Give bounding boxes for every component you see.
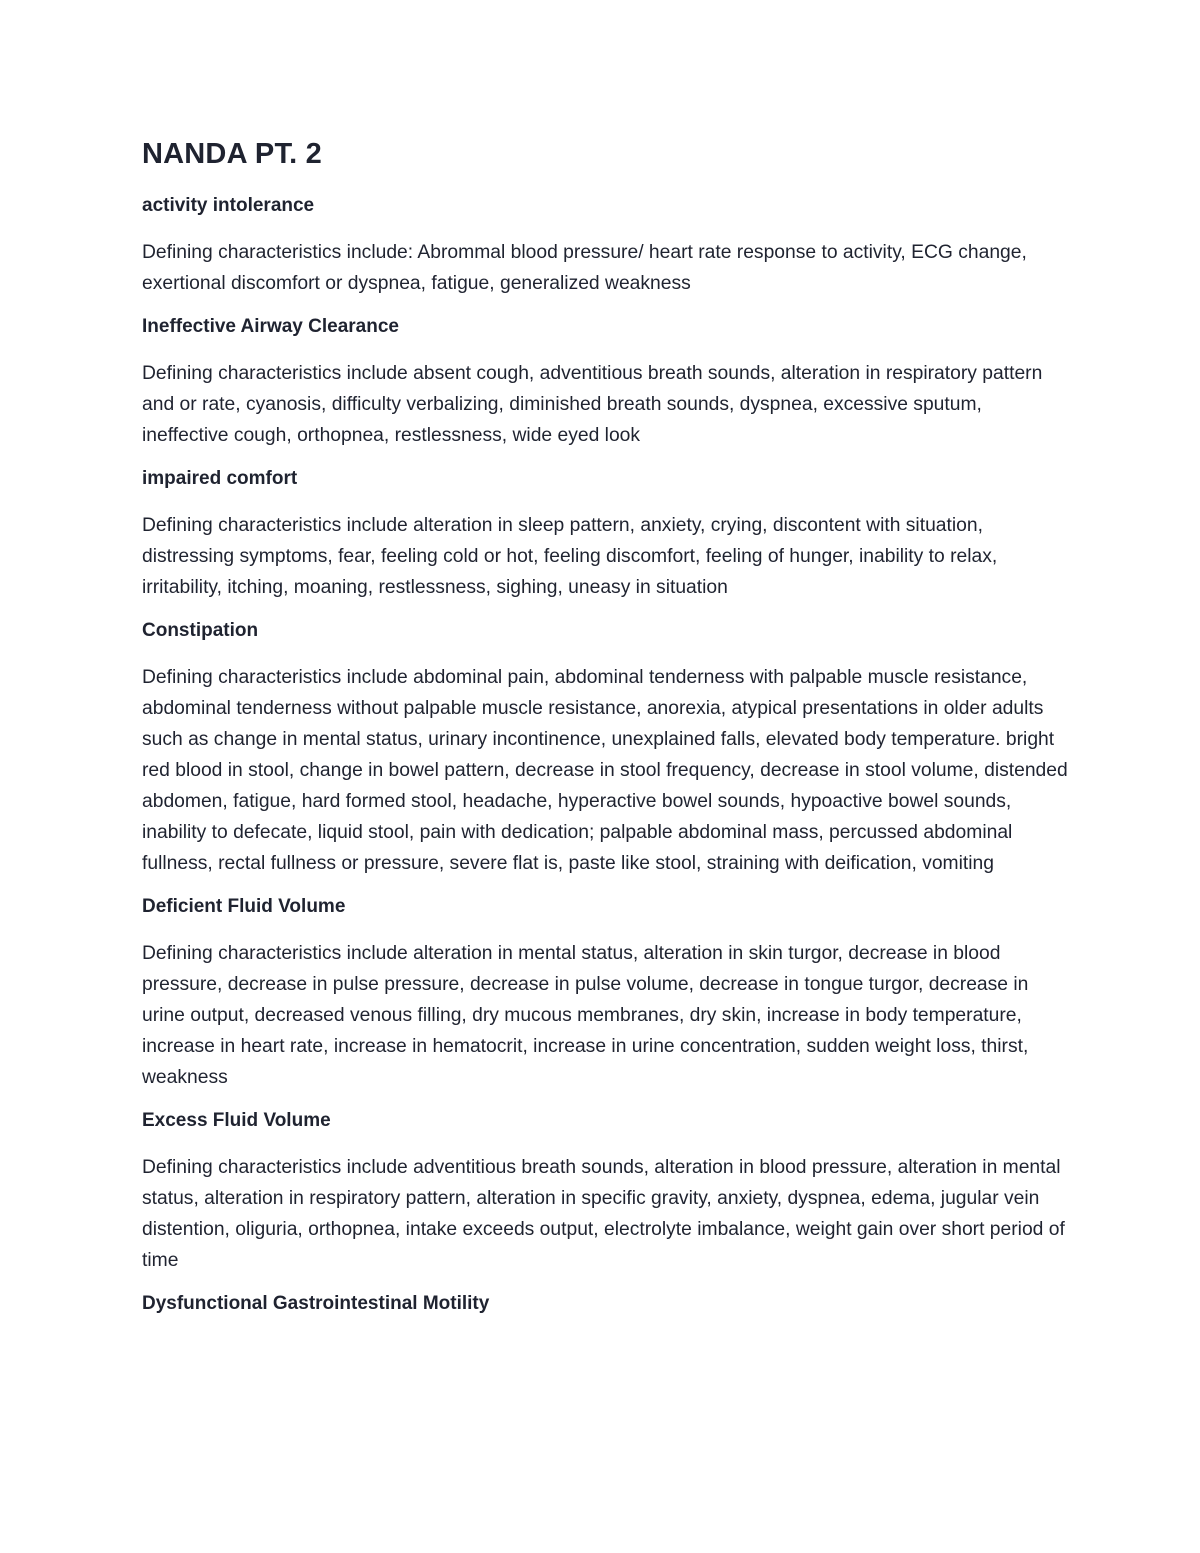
section-heading: Dysfunctional Gastrointestinal Motility	[142, 1293, 490, 1314]
section-body: Defining characteristics include absent cough, adventitious breath sounds, alteration in respiratory pattern and or rate, cyanosis, difficulty verbalizing, diminished breath sounds, dyspnea, excessive sputum, ineffective cough, orthopnea, restlessness, wide eyed look	[142, 363, 1043, 446]
section-heading: Deficient Fluid Volume	[142, 896, 346, 917]
section-heading: Constipation	[142, 620, 259, 641]
section-activity-intolerance	[142, 193, 1072, 299]
section-heading: impaired comfort	[142, 468, 298, 489]
document-title: NANDA PT. 2	[142, 138, 322, 170]
section-ineffective-airway-clearance	[142, 314, 1072, 451]
section-body: Defining characteristics include: Abrommal blood pressure/ heart rate response to activity, ECG change, exertional discomfort or dyspnea, fatigue, generalized weakness	[142, 242, 1027, 294]
section-body: Defining characteristics include alteration in sleep pattern, anxiety, crying, discontent with situation, distressing symptoms, fear, feeling cold or hot, feeling discomfort, feeling of hunger, inability to relax, irritability, itching, moaning, restlessness, sighing, uneasy in situation	[142, 515, 998, 598]
section-excess-fluid-volume	[142, 1108, 1072, 1276]
section-heading: activity intolerance	[142, 195, 315, 216]
section-body: Defining characteristics include abdominal pain, abdominal tenderness with palpable muscle resistance, abdominal tenderness without palpable muscle resistance, anorexia, atypical presentations in older adults such as change in mental status, urinary incontinence, unexplained falls, elevated body temperature. bright red blood in stool, change in bowel pattern, decrease in stool frequency, decrease in stool volume, distended abdomen, fatigue, hard formed stool, headache, hyperactive bowel sounds, hypoactive bowel sounds, inability to defecate, liquid stool, pain with dedication; palpable abdominal mass, percussed abdominal fullness, rectal fullness or pressure, severe flat is, paste like stool, straining with deification, vomiting	[142, 667, 1068, 874]
section-body: Defining characteristics include adventitious breath sounds, alteration in blood pressure, alteration in mental status, alteration in respiratory pattern, alteration in specific gravity, anxiety, dyspnea, edema, jugular vein distention, oliguria, orthopnea, intake exceeds output, electrolyte imbalance, weight gain over short period of time	[142, 1157, 1065, 1271]
section-heading: Ineffective Airway Clearance	[142, 316, 399, 337]
section-constipation	[142, 618, 1072, 879]
section-impaired-comfort	[142, 466, 1072, 603]
section-heading: Excess Fluid Volume	[142, 1110, 331, 1131]
section-deficient-fluid-volume	[142, 894, 1072, 1093]
section-dysfunctional-gi-motility	[142, 1291, 1072, 1317]
section-body: Defining characteristics include alteration in mental status, alteration in skin turgor, decrease in blood pressure, decrease in pulse pressure, decrease in pulse volume, decrease in tongue turgor, decrease in urine output, decreased venous filling, dry mucous membranes, dry skin, increase in body temperature, increase in heart rate, increase in hematocrit, increase in urine concentration, sudden weight loss, thirst, weakness	[142, 943, 1029, 1088]
document-page	[142, 138, 1072, 1335]
